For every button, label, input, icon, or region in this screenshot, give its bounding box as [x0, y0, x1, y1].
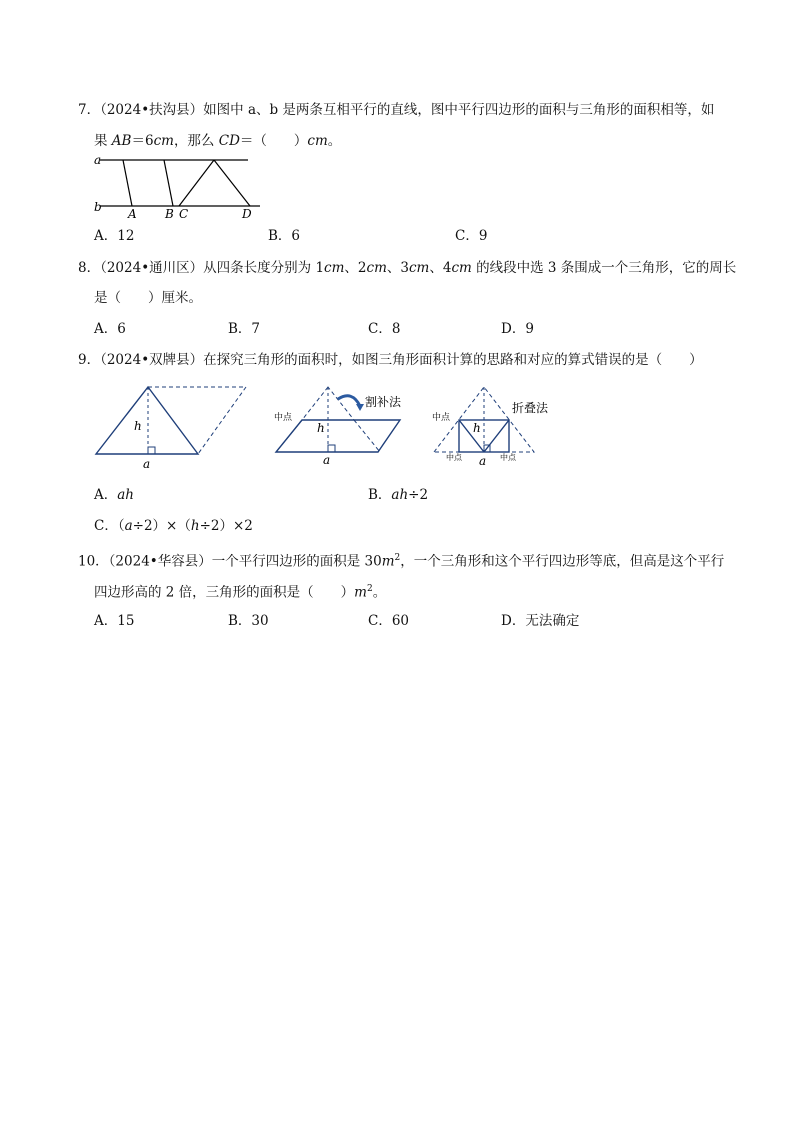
q8-unit-cm: cm — [408, 260, 430, 276]
triangle-outline — [96, 387, 198, 454]
q10-text-line2 — [94, 579, 386, 603]
label-point-d: D — [242, 207, 252, 221]
q7-unit-cm: cm — [153, 133, 174, 149]
q7-text-fragment: ＝（ ） — [239, 133, 308, 149]
q9-option-c-part: C．（ — [94, 518, 125, 534]
parallelogram-outline — [276, 420, 400, 452]
q9-option-a[interactable] — [94, 485, 134, 505]
label-h: h — [317, 421, 325, 435]
q10-unit-m: m — [354, 584, 367, 601]
parallelogram-side-right — [164, 160, 173, 206]
q8-option-b[interactable]: B．7 — [228, 321, 261, 337]
label-a: a — [94, 153, 102, 167]
triangle-side-left — [179, 160, 214, 206]
q10-text-fragment: 四边形高的 2 倍，三角形的面积是（ ） — [94, 584, 355, 601]
q8-text-fragment: 、2 — [344, 260, 367, 276]
right-angle-mark — [328, 445, 335, 452]
label-point-b: B — [165, 207, 174, 221]
label-a: a — [479, 454, 487, 468]
label-h: h — [134, 419, 142, 433]
q9-option-c-part: ÷2）×（ — [132, 518, 191, 534]
q9-option-c[interactable] — [94, 516, 253, 536]
q8-unit-cm: cm — [366, 260, 387, 276]
q10-option-a[interactable]: A．15 — [94, 613, 135, 629]
label-a: a — [323, 453, 331, 467]
label-point-a: A — [128, 207, 137, 221]
q7-option-a[interactable]: A．12 — [94, 228, 135, 244]
q9-option-c-part: ÷2）×2 — [199, 518, 253, 534]
q7-text-fragment: 。 — [327, 133, 342, 149]
q9-figure-cut-fill — [272, 384, 412, 468]
label-fold: 折叠法 — [512, 401, 549, 415]
q8-option-c[interactable]: C．8 — [368, 321, 401, 337]
q9-option-b-suffix: ÷2 — [408, 487, 429, 503]
q7-unit-cm: cm — [307, 133, 328, 149]
q8-option-a[interactable]: A．6 — [94, 321, 126, 337]
q7-text-fragment: 果 — [94, 133, 112, 149]
q10-text-fragment: 。 — [372, 584, 387, 601]
label-point-c: C — [179, 207, 189, 221]
arrow-head-icon — [356, 404, 364, 411]
triangle-side-right — [214, 160, 250, 206]
fold-line-right — [484, 420, 509, 452]
q10-option-c[interactable]: C．60 — [368, 613, 410, 629]
q9-option-b-value: ah — [391, 487, 409, 503]
label-midpoint-top: 中点 — [432, 413, 451, 423]
dashed-right-edge — [198, 387, 246, 454]
right-angle-mark — [148, 447, 155, 454]
q7-text-fragment: ，那么 — [173, 133, 219, 149]
q9-option-b-prefix: B． — [368, 487, 392, 503]
q10-text-fragment: 10．（2024•华容县）一个平行四边形的面积是 30 — [78, 553, 382, 570]
dashed-right-side — [354, 420, 380, 452]
label-midpoint: 中点 — [274, 413, 293, 423]
q8-text-fragment: 、4 — [429, 260, 452, 276]
q10-unit-exponent: 2 — [366, 584, 373, 594]
label-cut-fill: 割补法 — [365, 395, 402, 409]
parallelogram-side-left — [123, 160, 132, 206]
q9-option-a-value: ah — [117, 487, 134, 503]
label-midpoint-bottom-left: 中点 — [446, 453, 462, 462]
q8-text-fragment: 8．（2024•通川区）从四条长度分别为 1 — [78, 260, 325, 276]
q7-segment-cd: CD — [218, 133, 240, 149]
q8-text-fragment: 、3 — [386, 260, 409, 276]
q9-option-c-var-a: a — [124, 518, 133, 534]
q10-option-b[interactable]: B．30 — [228, 613, 269, 629]
q10-option-d[interactable]: D．无法确定 — [501, 613, 580, 629]
label-b: b — [94, 200, 102, 214]
q9-option-a-prefix: A． — [94, 487, 118, 503]
q9-option-b[interactable] — [368, 485, 428, 505]
q7-text-line1: 7．（2024•扶沟县）如图中 a、b 是两条互相平行的直线，图中平行四边形的面积与三角形的面积相等，如 — [78, 102, 715, 118]
q8-unit-cm: cm — [324, 260, 345, 276]
q7-figure-parallel-lines — [88, 150, 278, 222]
q8-text-fragment: 的线段中选 3 条围成一个三角形，它的周长 — [471, 260, 737, 276]
q9-text-line1: 9．（2024•双牌县）在探究三角形的面积时，如图三角形面积计算的思路和对应的算式错误的是（ ） — [78, 352, 703, 368]
q7-text-fragment: ＝6 — [131, 133, 154, 149]
q8-text-line2: 是（ ）厘米。 — [94, 290, 202, 306]
q7-option-c[interactable]: C．9 — [455, 228, 488, 244]
q8-option-d[interactable]: D．9 — [501, 321, 534, 337]
q10-text-fragment: ，一个三角形和这个平行四边形等底，但高是这个平行 — [400, 553, 725, 570]
q9-figure-fold — [430, 384, 560, 468]
q9-figure-triangle-to-parallelogram — [92, 384, 302, 474]
q8-text-line1 — [78, 258, 736, 278]
q9-option-c-var-h: h — [190, 518, 200, 534]
q7-segment-ab: AB — [111, 133, 132, 149]
label-a: a — [143, 457, 151, 471]
label-midpoint-bottom-right: 中点 — [500, 453, 516, 462]
label-h: h — [473, 421, 481, 435]
q10-unit-m: m — [381, 553, 395, 570]
q10-unit-exponent: 2 — [394, 553, 401, 563]
q10-text-line1 — [78, 548, 724, 572]
q7-option-b[interactable]: B．6 — [268, 228, 301, 244]
dashed-top-triangle — [302, 387, 354, 420]
q8-unit-cm: cm — [451, 260, 472, 276]
q7-text-line2 — [94, 131, 341, 151]
